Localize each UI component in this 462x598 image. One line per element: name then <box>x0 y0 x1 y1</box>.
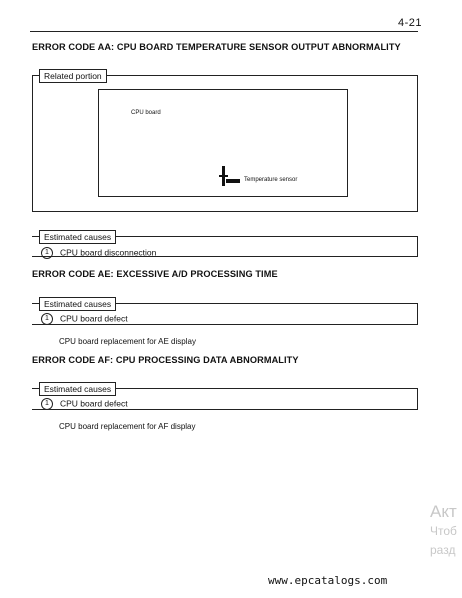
activation-watermark <box>430 502 462 572</box>
error-code-ae-title: ERROR CODE AE: EXCESSIVE A/D PROCESSING TIME <box>32 269 278 279</box>
error-code-af-title: ERROR CODE AF: CPU PROCESSING DATA ABNORMALITY <box>32 355 299 365</box>
watermark-line-1: Акт <box>430 502 457 521</box>
circle-number-icon: 1 <box>41 398 53 410</box>
remedy-af: CPU board replacement for AF display <box>59 422 196 431</box>
circle-number-icon: 1 <box>41 247 53 259</box>
estimated-causes-af-label: Estimated causes <box>39 382 116 396</box>
temperature-sensor-label: Temperature sensor <box>244 177 298 183</box>
remedy-ae: CPU board replacement for AE display <box>59 337 196 346</box>
estimated-causes-ae-label: Estimated causes <box>39 297 116 311</box>
watermark-line-2: Чтоб <box>430 524 457 538</box>
cause-text: CPU board defect <box>60 398 128 409</box>
sensor-connector-line <box>219 175 228 177</box>
footer-site: www.epcatalogs.com <box>268 574 388 587</box>
cause-item-aa-1 <box>41 247 156 259</box>
sensor-body <box>226 179 240 183</box>
error-code-aa-title: ERROR CODE AA: CPU BOARD TEMPERATURE SENSOR OUTPUT ABNORMALITY <box>32 42 401 52</box>
cause-item-af-1 <box>41 398 128 410</box>
cause-text: CPU board defect <box>60 313 128 324</box>
related-portion-label: Related portion <box>39 69 107 83</box>
circle-number-icon: 1 <box>41 313 53 325</box>
top-rule <box>30 31 418 32</box>
estimated-causes-aa-label: Estimated causes <box>39 230 116 244</box>
watermark-line-3: разд <box>430 543 456 557</box>
cause-text: CPU board disconnection <box>60 247 157 258</box>
cpu-board-label: CPU board <box>131 110 161 116</box>
cause-item-ae-1 <box>41 313 128 325</box>
page-number: 4-21 <box>398 17 423 29</box>
